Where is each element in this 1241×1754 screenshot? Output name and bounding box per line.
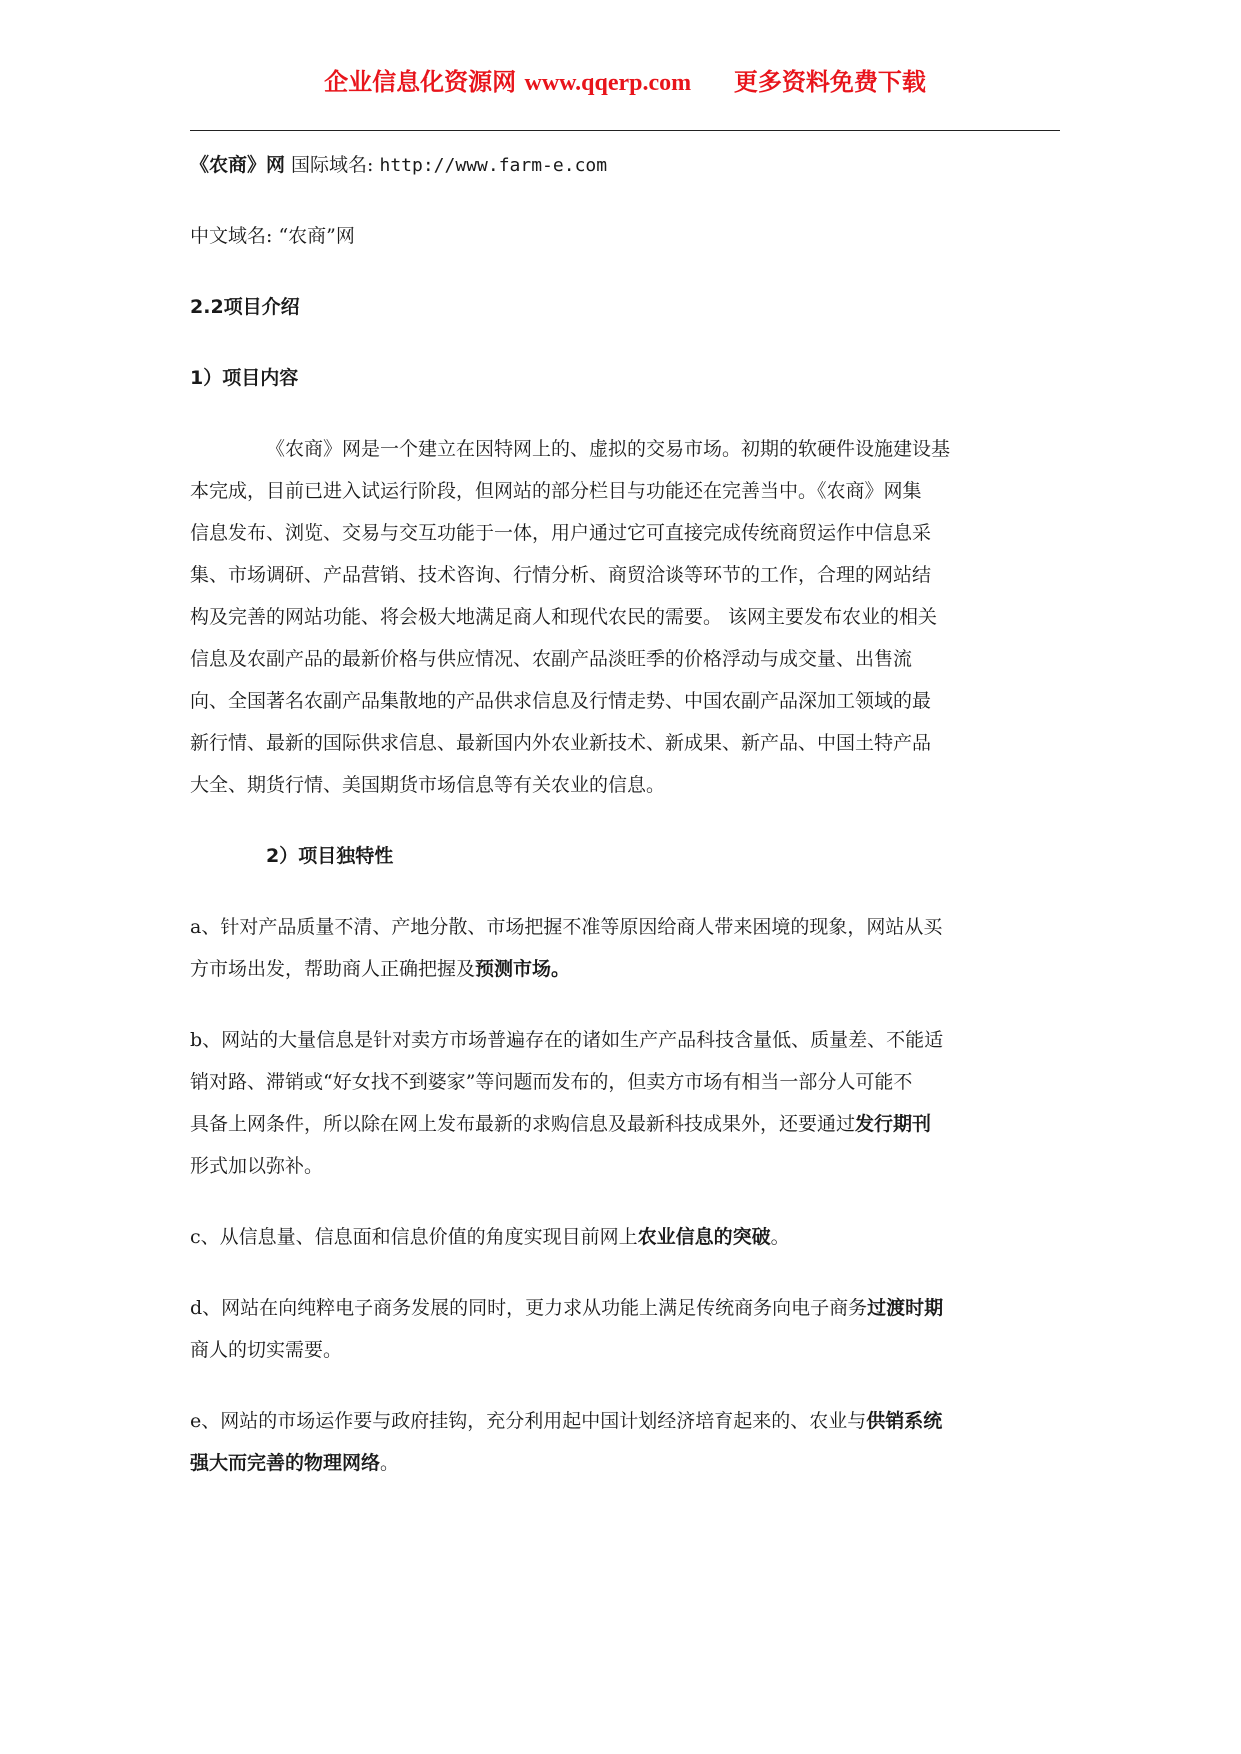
intro-line: 本完成，目前已进入试运行阶段，但网站的部分栏目与功能还在完善当中。《农商》网集	[190, 480, 922, 502]
document-body	[190, 144, 1060, 1484]
item-b-line: 销对路、滞销或“好女找不到婆家”等问题而发布的，但卖方市场有相当一部分人可能不	[190, 1071, 913, 1093]
item-e-highlight: 供销系统	[866, 1410, 943, 1432]
site-name: 《农商》网	[190, 154, 286, 176]
intl-domain-label: 国际域名:	[285, 154, 380, 176]
item-e-line: e、网站的市场运作要与政府挂钩，充分利用起中国计划经济培育起来的、农业与供销系统	[190, 1410, 943, 1432]
page-header	[190, 66, 1060, 99]
intl-domain-line	[190, 144, 1060, 186]
item-c	[190, 1216, 1060, 1258]
section-title: 2.2项目介绍	[190, 296, 300, 318]
intl-domain-url: http://www.farm-e.com	[379, 155, 608, 176]
item-d	[190, 1287, 1060, 1371]
intro-line: 向、全国著名农副产品集散地的产品供求信息及行情走势、中国农副产品深加工领域的最	[190, 690, 932, 712]
header-site-url: www.qqerp.com	[524, 70, 692, 96]
item-d-line: d、网站在向纯粹电子商务发展的同时，更力求从功能上满足传统商务向电子商务过渡时期	[190, 1297, 944, 1319]
item-a-highlight: 预测市场。	[475, 958, 571, 980]
intro-line: 信息发布、浏览、交易与交互功能于一体，用户通过它可直接完成传统商贸运作中信息采	[190, 522, 932, 544]
intro-line: 大全、期货行情、美国期货市场信息等有关农业的信息。	[190, 774, 666, 796]
item-e-line: 强大而完善的物理网络。	[190, 1452, 400, 1474]
item-b-line: 具备上网条件，所以除在网上发布最新的求购信息及最新科技成果外，还要通过发行期刊	[190, 1113, 932, 1135]
intro-line: 构及完善的网站功能、将会极大地满足商人和现代农民的需要。 该网主要发布农业的相关	[190, 606, 938, 628]
header-divider	[190, 130, 1060, 131]
item-b-line: b、网站的大量信息是针对卖方市场普遍存在的诸如生产产品科技含量低、质量差、不能适	[190, 1029, 944, 1051]
header-left-text: 企业信息化资源网	[324, 68, 517, 96]
intro-line: 信息及农副产品的最新价格与供应情况、农副产品淡旺季的价格浮动与成交量、出售流	[190, 648, 913, 670]
item-e	[190, 1400, 1060, 1484]
item-a-line: a、针对产品质量不清、产地分散、市场把握不准等原因给商人带来困境的现象，网站从买	[190, 916, 943, 938]
item-c-highlight: 农业信息的突破	[637, 1226, 771, 1248]
item-b	[190, 1019, 1060, 1187]
intro-paragraph	[190, 428, 1060, 806]
item-d-line: 商人的切实需要。	[190, 1339, 343, 1361]
item-b-highlight: 发行期刊	[855, 1113, 932, 1135]
item-b-line: 形式加以弥补。	[190, 1155, 324, 1177]
item-a	[190, 906, 1060, 990]
intro-line: 新行情、最新的国际供求信息、最新国内外农业新技术、新成果、新产品、中国土特产品	[190, 732, 932, 754]
item-e-highlight: 强大而完善的物理网络	[190, 1452, 381, 1474]
intro-line: 集、市场调研、产品营销、技术咨询、行情分析、商贸洽谈等环节的工作，合理的网站结	[190, 564, 932, 586]
header-right-text: 更多资料免费下载	[733, 68, 926, 96]
item-d-highlight: 过渡时期	[867, 1297, 944, 1319]
item-a-line: 方市场出发，帮助商人正确把握及预测市场。	[190, 958, 571, 980]
cn-domain-line: 中文域名: “农商”网	[190, 225, 355, 247]
intro-line: 《农商》网是一个建立在因特网上的、虚拟的交易市场。初期的软硬件设施建设基	[266, 438, 951, 460]
item-c-line: c、从信息量、信息面和信息价值的角度实现目前网上农业信息的突破。	[190, 1226, 790, 1248]
subsection-title-content: 1）项目内容	[190, 367, 299, 389]
subsection-title-uniqueness: 2）项目独特性	[266, 845, 394, 867]
